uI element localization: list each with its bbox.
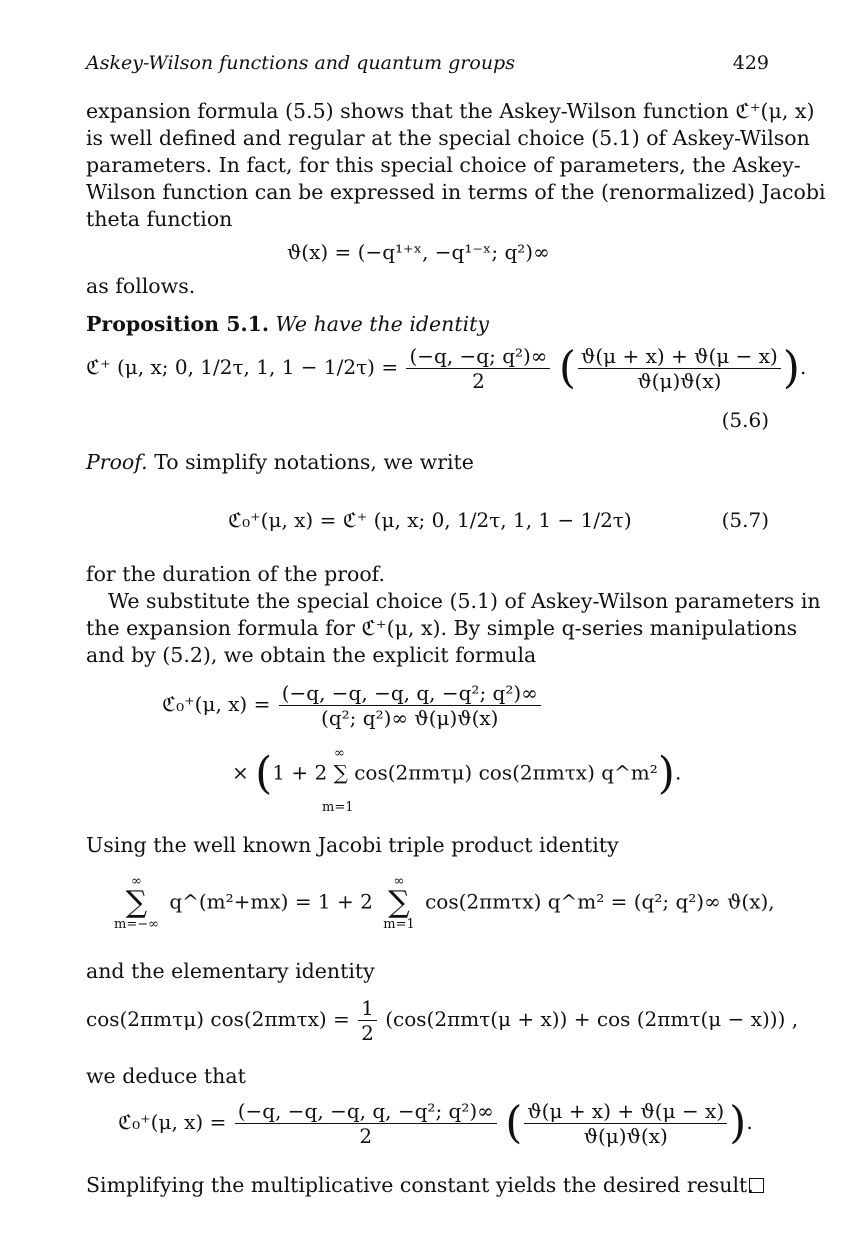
proof-intro bbox=[86, 449, 770, 476]
sum-upper: ∞ bbox=[393, 874, 405, 889]
eq56-factor-denominator: 2 bbox=[472, 369, 485, 393]
eq56-factor bbox=[406, 345, 550, 392]
final-formula: ℭ₀⁺(μ, x) = $\frac{\text{(−q, −q, −q, q, −q²; q²)∞}}{2}$ ( $\frac{ϑ(\mu + x) + ϑ(\mu - x)}{ϑ(\mu)ϑ(x)}$ ). bbox=[118, 1097, 753, 1149]
half-numerator: 1 bbox=[358, 997, 377, 1021]
elem-lhs: cos(2πmτμ) cos(2πmτx) = bbox=[86, 1007, 350, 1031]
sum-upper: ∞ bbox=[131, 874, 142, 889]
left-paren-icon: ( bbox=[255, 748, 273, 799]
half-fraction bbox=[358, 997, 377, 1044]
explicit-lhs: ℭ₀⁺(μ, x) = bbox=[162, 692, 271, 716]
sigma-icon: ∑ bbox=[388, 885, 410, 920]
half-denominator: 2 bbox=[361, 1021, 374, 1045]
eq56-lhs: ℭ⁺ (μ, x; 0, 1/2τ, 1, 1 − 1/2τ) = bbox=[86, 355, 399, 379]
text-line: the expansion formula for ℭ⁺(μ, x). By simple q-series manipulations bbox=[86, 616, 798, 640]
text-line: We substitute the special choice (5.1) of Askey-Wilson parameters in bbox=[108, 589, 821, 613]
final-ratio bbox=[524, 1100, 727, 1147]
text-line: Wilson function can be expressed in terms of the (renormalized) Jacobi bbox=[86, 180, 826, 204]
final-ratio-numerator: ϑ(μ + x) + ϑ(μ − x) bbox=[524, 1100, 727, 1124]
text-line: parameters. In fact, for this special choice of parameters, the Askey- bbox=[86, 153, 801, 177]
jacobi-term-2: cos(2πmτx) q^m² = (q²; q²)∞ ϑ(x), bbox=[425, 889, 775, 914]
final-ratio-denominator: ϑ(μ)ϑ(x) bbox=[583, 1124, 668, 1148]
proposition-text: We have the identity bbox=[275, 312, 489, 336]
final-lhs: ℭ₀⁺(μ, x) = bbox=[118, 1110, 227, 1134]
explicit-formula-line2: × (1 + 2 ∑ cos(2πmτμ) cos(2πmτx) q^m²). bbox=[232, 748, 682, 799]
final-factor-numerator: (−q, −q, −q, q, −q²; q²)∞ bbox=[235, 1100, 497, 1124]
jacobi-term-1: q^(m²+mx) = 1 + 2 bbox=[169, 889, 373, 914]
elem-rhs: (cos(2πmτ(μ + x)) + cos (2πmτ(μ − x))) , bbox=[385, 1007, 799, 1031]
equation-number-5-7: (5.7) bbox=[721, 508, 769, 532]
text-line: is well defined and regular at the special choice (5.1) of Askey-Wilson bbox=[86, 126, 810, 150]
text-line: for the duration of the proof. bbox=[86, 562, 386, 586]
theta-function-equation: ϑ(x) = (−q¹⁺ˣ, −q¹⁻ˣ; q²)∞ bbox=[287, 240, 550, 264]
proof-text: To simplify notations, we write bbox=[154, 450, 474, 474]
qed-square-icon bbox=[749, 1178, 764, 1193]
elementary-intro: and the elementary identity bbox=[86, 959, 375, 983]
explicit-denominator: (q²; q²)∞ ϑ(μ)ϑ(x) bbox=[321, 706, 499, 730]
times-sign: × bbox=[232, 760, 249, 785]
left-paren-icon: ( bbox=[505, 1097, 523, 1149]
equation-5-6: ℭ⁺ (μ, x; 0, 1/2τ, 1, 1 − 1/2τ) = $\frac{\text{(−q, −q; q²)∞}}{2}$ ( $\frac{ϑ(\mu + x) + ϑ(\mu - x)}{ϑ(\mu)ϑ(x)}$ ). bbox=[86, 342, 807, 394]
explicit-formula-line1 bbox=[162, 682, 543, 729]
eq56-ratio-numerator: ϑ(μ + x) + ϑ(μ − x) bbox=[578, 345, 781, 369]
explicit-fraction bbox=[279, 682, 541, 729]
proof-label: Proof. bbox=[86, 450, 148, 474]
jacobi-triple-product bbox=[110, 875, 775, 931]
equation-5-7: ℭ₀⁺(μ, x) = ℭ⁺ (μ, x; 0, 1/2τ, 1, 1 − 1/2τ) bbox=[228, 508, 632, 532]
sum-operator-1 bbox=[114, 875, 159, 931]
explicit-series: 1 + 2 ∑ cos(2πmτμ) cos(2πmτx) q^m² bbox=[272, 760, 658, 785]
sum-lower-limit: m=1 bbox=[322, 800, 354, 815]
right-paren-icon: ) bbox=[729, 1097, 747, 1149]
proposition-label: Proposition 5.1. bbox=[86, 312, 269, 336]
sigma-icon: ∑ bbox=[125, 885, 148, 920]
jacobi-intro: Using the well known Jacobi triple product identity bbox=[86, 833, 619, 857]
eq56-ratio-denominator: ϑ(μ)ϑ(x) bbox=[637, 369, 722, 393]
text-line: expansion formula (5.5) shows that the Askey-Wilson function ℭ⁺(μ, x) bbox=[86, 99, 815, 123]
equation-number-5-6: (5.6) bbox=[721, 408, 769, 432]
sum-lower: m=1 bbox=[383, 917, 415, 932]
sum-upper-limit: ∞ bbox=[334, 746, 345, 761]
closing-text: Simplifying the multiplicative constant yields the desired result. bbox=[86, 1173, 754, 1197]
final-factor-denominator: 2 bbox=[359, 1124, 373, 1148]
right-paren-icon: ) bbox=[657, 748, 675, 799]
final-factor bbox=[235, 1100, 497, 1147]
left-paren-icon: ( bbox=[558, 342, 577, 394]
paragraph-expansion bbox=[86, 98, 826, 233]
sum-operator-2 bbox=[383, 875, 415, 931]
text-line: and by (5.2), we obtain the explicit formula bbox=[86, 643, 537, 667]
deduce-text: we deduce that bbox=[86, 1064, 246, 1088]
sum-lower: m=−∞ bbox=[114, 917, 159, 932]
eq56-factor-numerator: (−q, −q; q²)∞ bbox=[406, 345, 550, 369]
eq56-ratio bbox=[578, 345, 781, 392]
text-as-follows: as follows. bbox=[86, 274, 196, 298]
right-paren-icon: ) bbox=[782, 342, 800, 394]
page-number: 429 bbox=[732, 52, 769, 74]
text-line: theta function bbox=[86, 207, 233, 231]
elementary-identity bbox=[86, 997, 798, 1044]
paragraph-substitution bbox=[86, 561, 821, 669]
explicit-numerator: (−q, −q, −q, q, −q²; q²)∞ bbox=[279, 682, 541, 706]
running-header-title: Askey-Wilson functions and quantum groups bbox=[86, 52, 515, 74]
proposition-heading bbox=[86, 311, 770, 338]
